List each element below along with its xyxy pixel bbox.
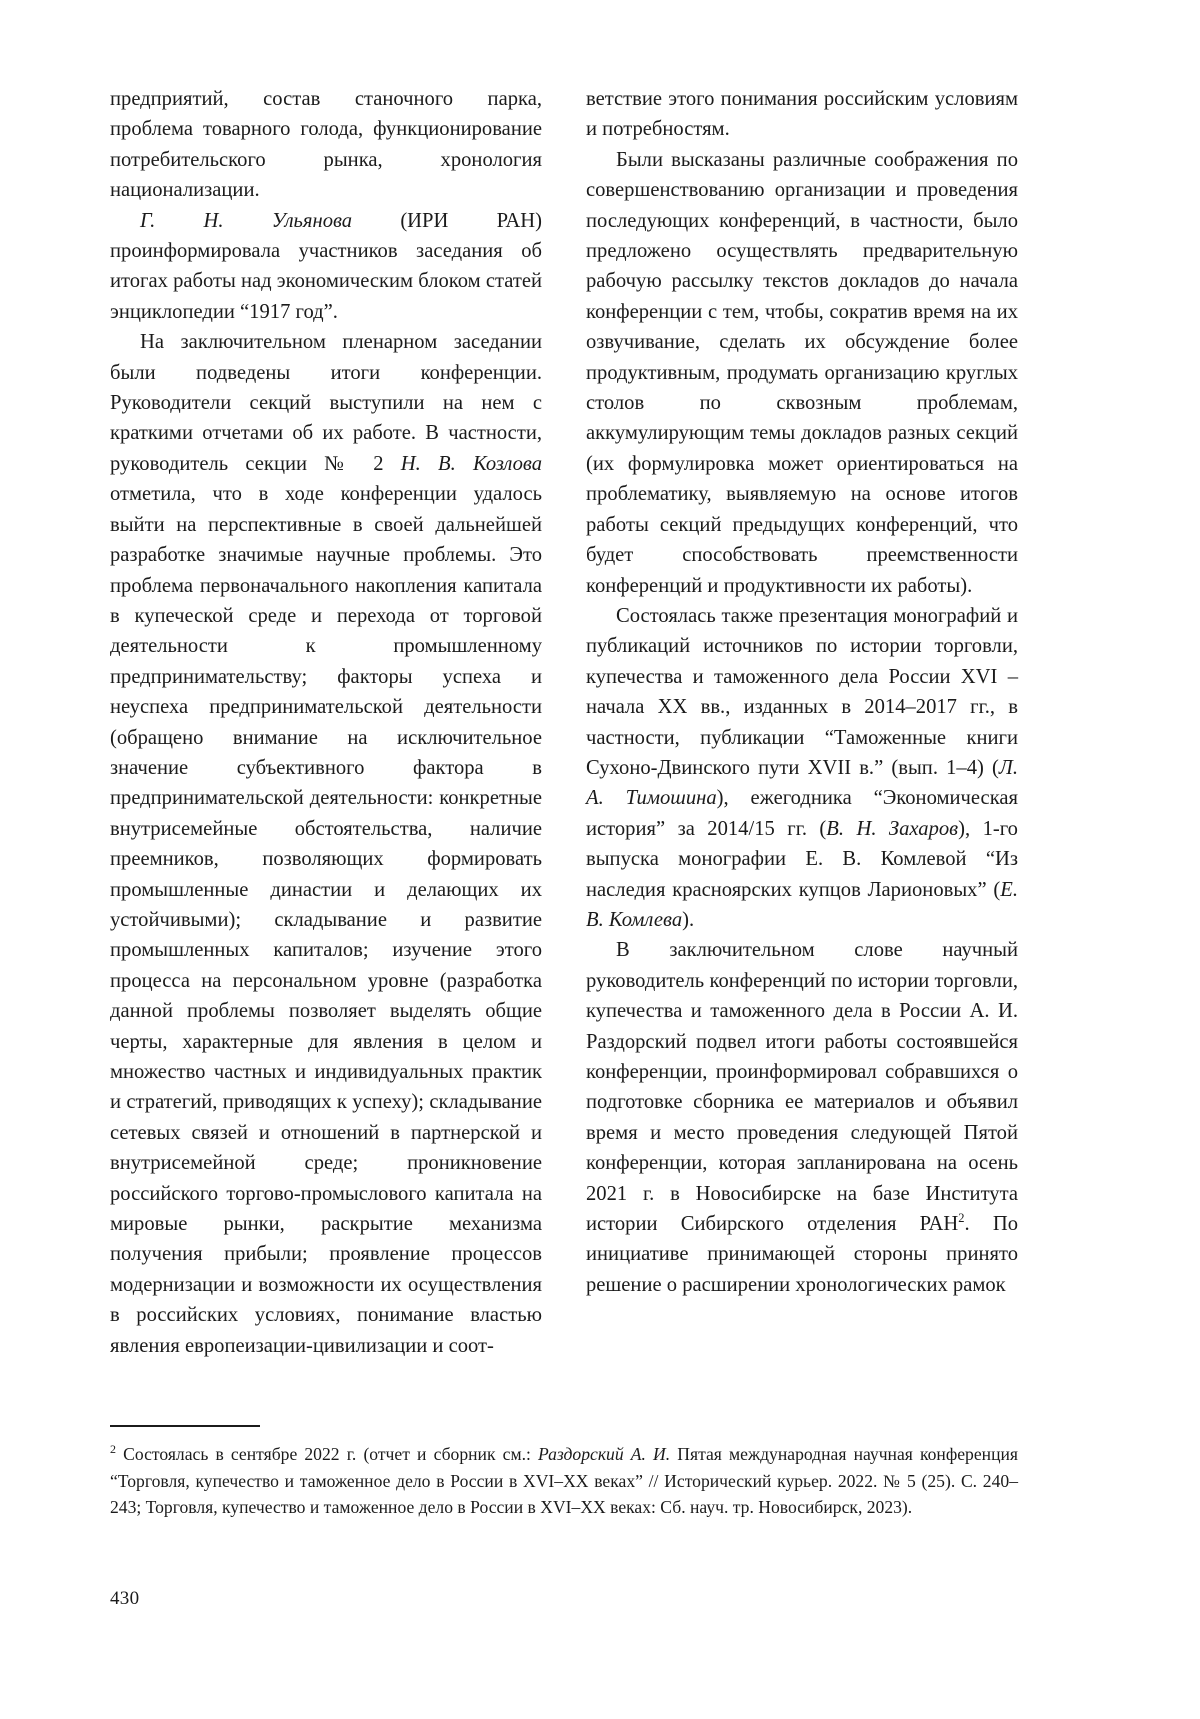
left-column [110,84,542,1384]
paragraph-text: ), ежегодника “Экономическая история” за 2014/15 гг. ( [586,787,1018,840]
paragraph [110,327,542,1361]
paragraph-text: . По инициативе принимающей стороны принято решение о расширении хронологических рамок [586,1213,1019,1296]
footnote-text [110,1441,1018,1521]
footnote-reference-marker: 2 [958,1211,965,1226]
paragraph-text: ). [682,908,695,931]
footnote-area [110,1425,1018,1521]
paragraph-text: На заключительном пленарном заседании были подведены итоги конференции. Руководители секций выступили на нем с краткими отчетами об их работе. В частности, руководитель секции № 2 [110,331,542,475]
paragraph: предприятий, состав станочного парка, проблема товарного голода, функционирование потребительского рынка, хронология национализации. [110,88,542,202]
person-name-italic: Л. А. Тимошина [586,756,1018,810]
footnote-part: Пятая международная научная конференция “Торговля, купечество и таможенное дело в России в XVI–XX веках” // Исторический курьер. 2022. № 5 (25). С. 240–243; Торговля, купечество и таможенное дело в России в XVI–XX веках: Сб. науч. тр. Новосибирск, 2023). [110,1444,1019,1517]
person-name-italic: В. Н. Захаров [826,817,959,840]
paragraph-text: В заключительном слове научный руководитель конференций по истории торговли, купечества и таможенного дела в России А. И. Раздорский подвел итоги работы состоявшейся конференции, проинформировал собравшихся о подготовке сборника ее материалов и объявил время и место проведения следующей Пятой конференции, которая запланирована на осень 2021 г. в Новосибирске на базе Института истории Сибирского отделения РАН [586,939,1018,1236]
paragraph [586,935,1018,1300]
person-name-italic: Г. Н. Ульянова [140,209,353,232]
page-number: 430 [110,1588,140,1609]
footnote-part: Состоялась в сентябре 2022 г. (отчет и сборник см.: [116,1444,539,1464]
right-column [586,84,1018,1384]
two-column-body [110,84,1090,1384]
paragraph-text: ), 1-го выпуска монографии Е. В. Комлевой “Из наследия красноярских купцов Ларионовых” ( [586,817,1018,901]
paragraph-text: (ИРИ РАН) проинформировала участников заседания об итогах работы над экономическим блоком статей энциклопедии “1917 год”. [110,209,542,323]
paragraph [110,206,542,328]
author-name-italic: Раздорский А. И. [538,1444,671,1464]
footnote-marker: 2 [110,1442,116,1457]
paragraph-text: отметила, что в ходе конференции удалось выйти на перспективные в своей дальнейшей разработке значимые научные проблемы. Это проблема первоначального накопления капитала в купеческой среде и перехода от торговой деятельности к промышленному предпринимательству; факторы успеха и неуспеха предпринимательской деятельности (обращено внимание на исключительное значение субъективного фактора в предпринимательской деятельности: конкретные внутрисемейные обстоятельства, наличие преемников, позволяющих формировать промышленные династии и делающих их устойчивыми); складывание и развитие промышленных капиталов; изучение этого процесса на персональном уровне (разработка данной проблемы позволяет выделять общие черты, характерные для явления в целом и множество частных и индивидуальных практик и стратегий, приводящих к успеху); складывание сетевых связей и отношений в партнерской и внутрисемейной среде; проникновение российского торгово-промыслового капитала на мировые рынки, раскрытие механизма получения прибыли; проявление процессов модернизации и возможности их осуществления в российских условиях, понимание властью явления европеизации-цивилизации и соот- [110,483,542,1357]
person-name-italic: Н. В. Козлова [400,452,543,475]
paragraph [586,601,1018,935]
person-name-italic: Е. В. Комлева [586,878,1018,931]
paragraph-text: Состоялась также презентация монографий и публикаций источников по истории торговли, купечества и таможенного дела России XVI – начала XX вв., изданных в 2014–2017 гг., в частности, публикации “Таможенные книги Сухоно-Двинского пути XVII в.” (вып. 1–4) ( [586,604,1018,779]
paragraph: Были высказаны различные соображения по совершенствованию организации и проведения последующих конференций, в частности, было предложено осуществлять предварительную рабочую рассылку текстов докладов до начала конференции с тем, чтобы, сократив время на их озвучивание, сделать их обсуждение более продуктивным, продумать организацию круглых столов по сквозным проблемам, аккумулирующим темы докладов разных секций (их формулировка может ориентироваться на проблематику, выявляемую на основе итогов работы секций предыдущих конференций, что будет способствовать преемственности конференций и продуктивности их работы). [586,148,1018,597]
paragraph: ветствие этого понимания российским условиям и потребностям. [586,88,1018,141]
footnote-separator-rule [110,1425,260,1427]
